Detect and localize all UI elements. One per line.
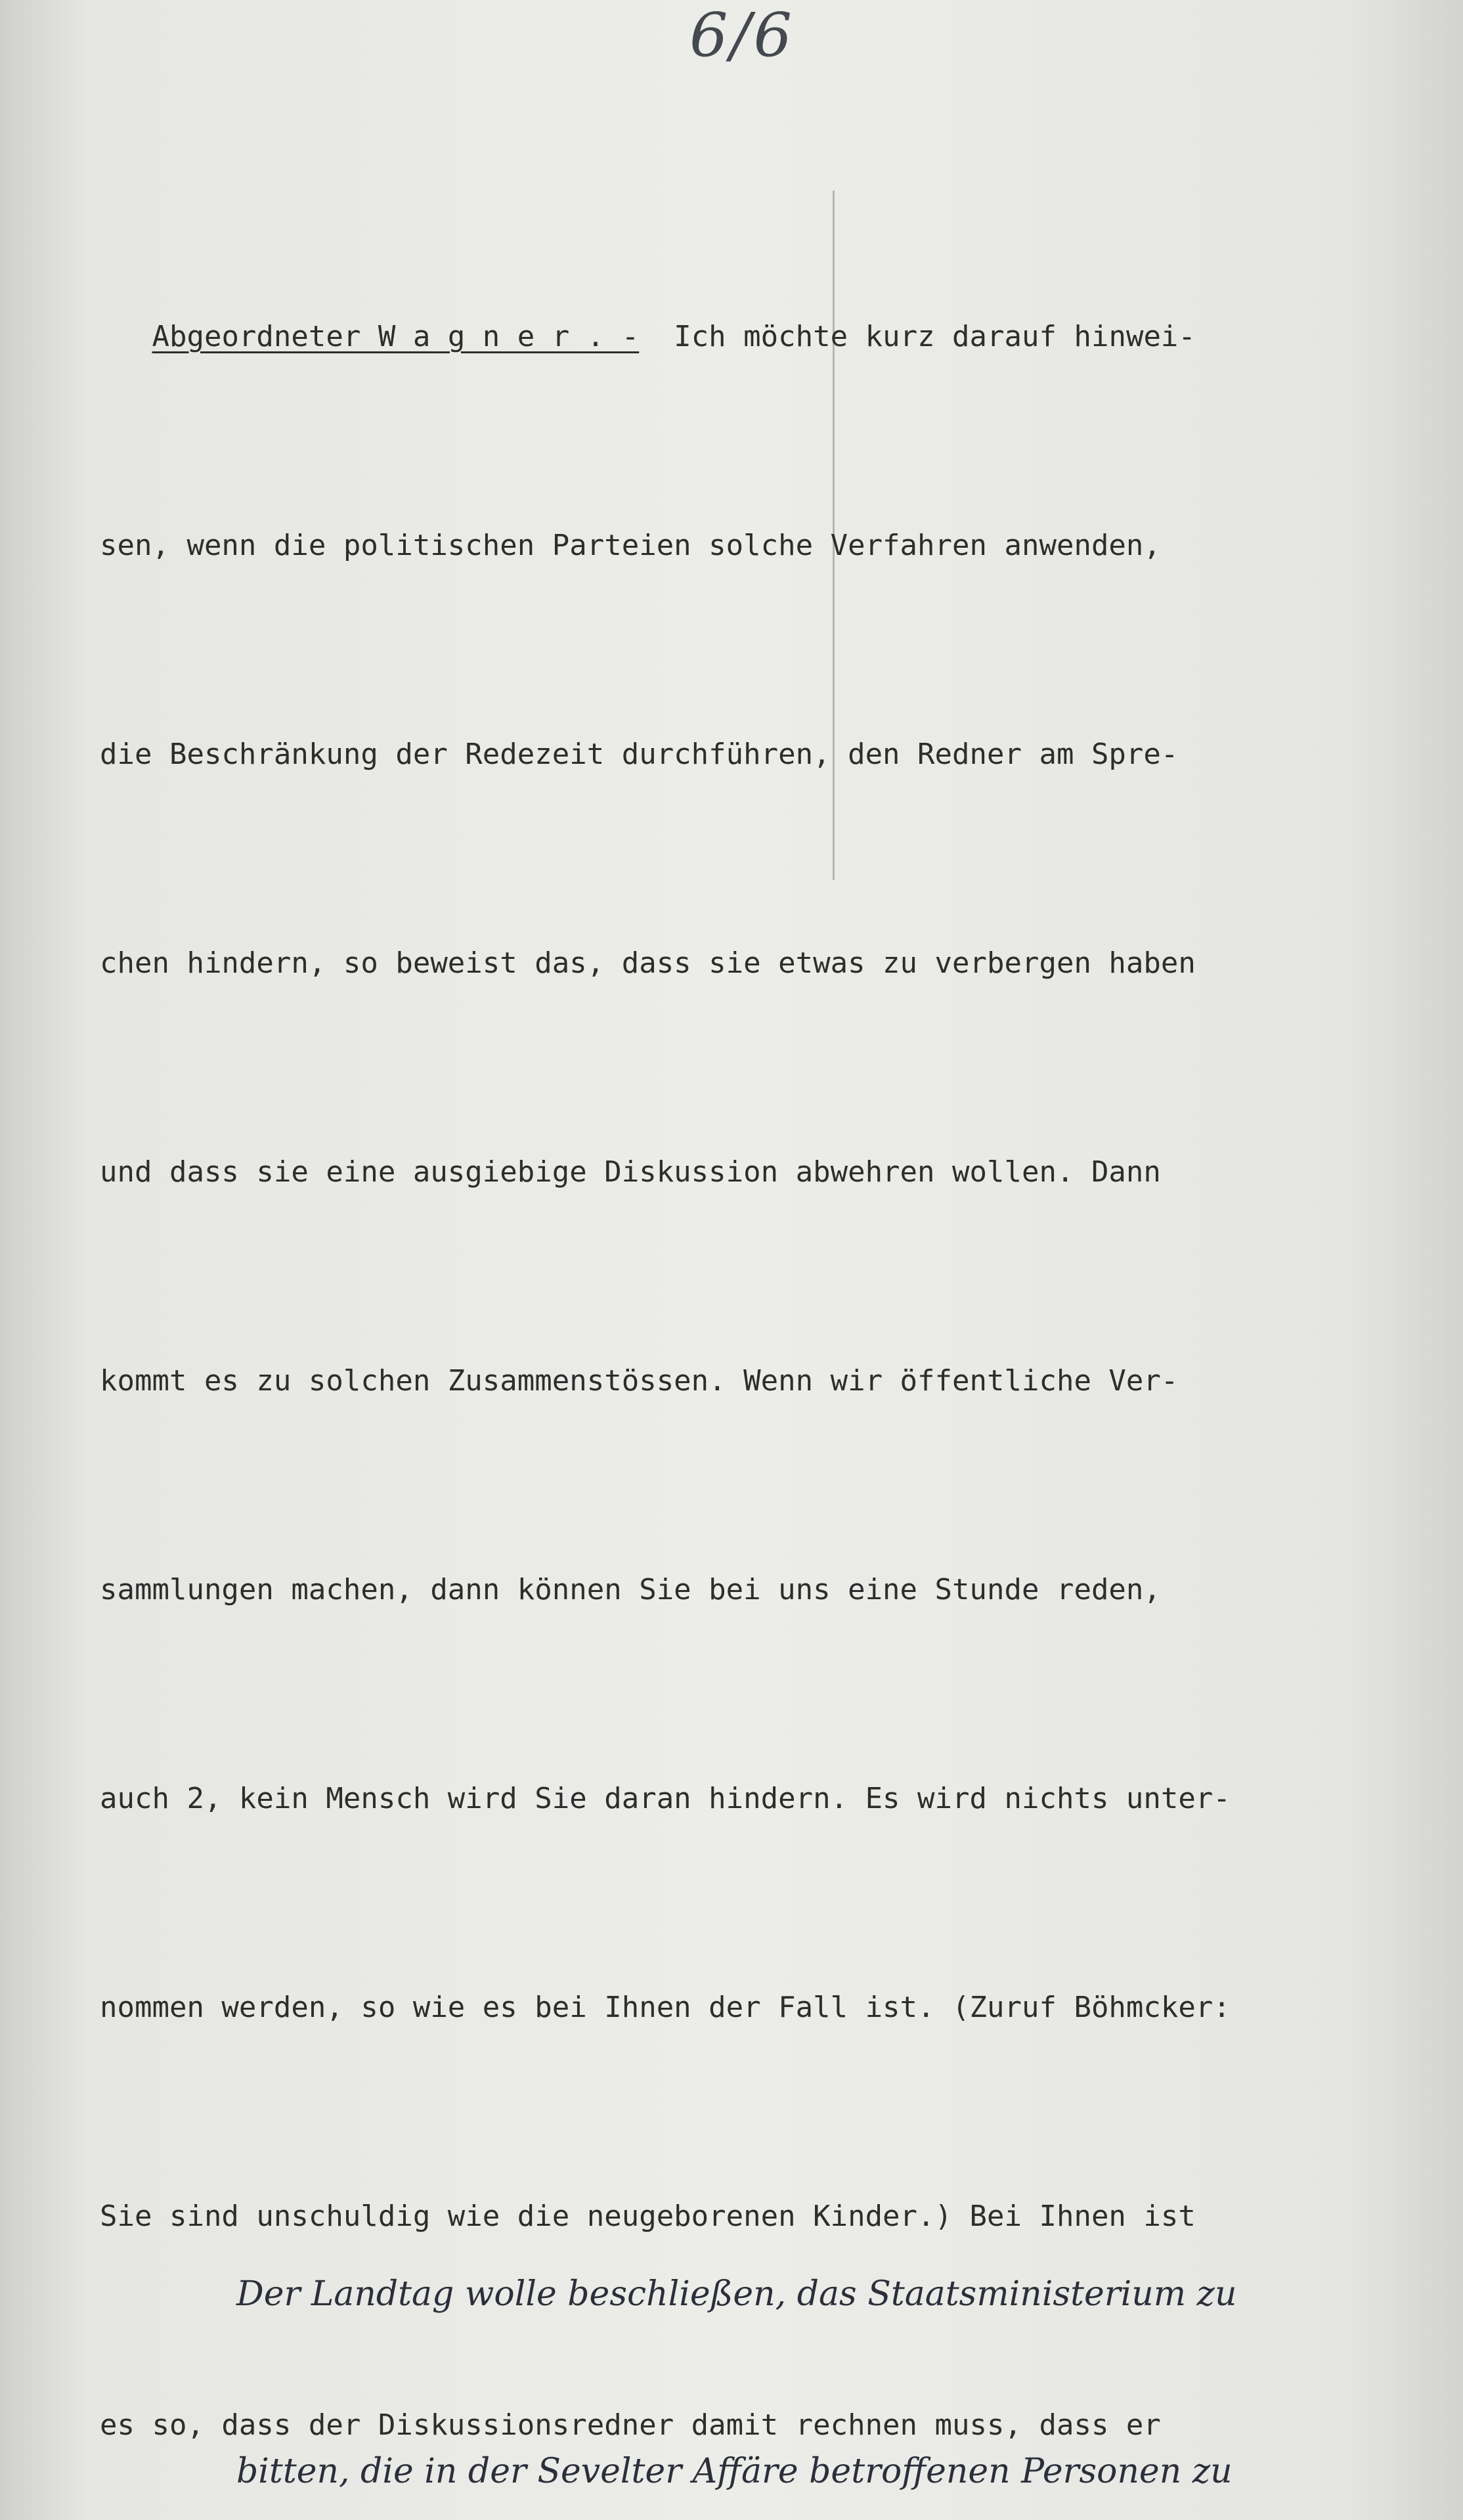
page-number: 6/6 [689, 0, 795, 70]
text-line: sen, wenn die politischen Parteien solche Verfahren anwenden, [100, 529, 1161, 562]
text-line: die Beschränkung der Redezeit durchführen, den Redner am Spre- [100, 738, 1179, 771]
text-line: und dass sie eine ausgiebige Diskussion abwehren wollen. Dann [100, 1155, 1161, 1189]
handwritten-line: bitten, die in der Sevelter Affäre betroffenen Personen zu [236, 2452, 1233, 2491]
text-line: Sie sind unschuldig wie die neugeborenen Kinder.) Bei Ihnen ist [100, 2199, 1196, 2233]
text-line: nommen werden, so wie es bei Ihnen der Fall ist. (Zuruf Böhmcker: [100, 1991, 1231, 2024]
text-line: sammlungen machen, dann können Sie bei uns eine Stunde reden, [100, 1573, 1161, 1606]
text-line: Ich möchte kurz darauf hinwei- [674, 320, 1196, 353]
handwritten-line: Der Landtag wolle beschließen, das Staatsministerium zu [236, 2274, 1237, 2314]
paragraph-wagner-line-1 [100, 302, 1426, 372]
handwritten-motion [236, 2146, 1418, 2520]
text-line: chen hindern, so beweist das, dass sie etwas zu verbergen haben [100, 946, 1196, 980]
text-line: es so, dass der Diskussionsredner damit rechnen muss, dass er [100, 2408, 1161, 2442]
text-line: kommt es zu solchen Zusammenstössen. Wenn wir öffentliche Ver- [100, 1364, 1179, 1398]
text-line: auch 2, kein Mensch wird Sie daran hindern. Es wird nichts unter- [100, 1782, 1231, 1815]
speaker-label-wagner: Abgeordneter W a g n e r . - [152, 320, 640, 353]
